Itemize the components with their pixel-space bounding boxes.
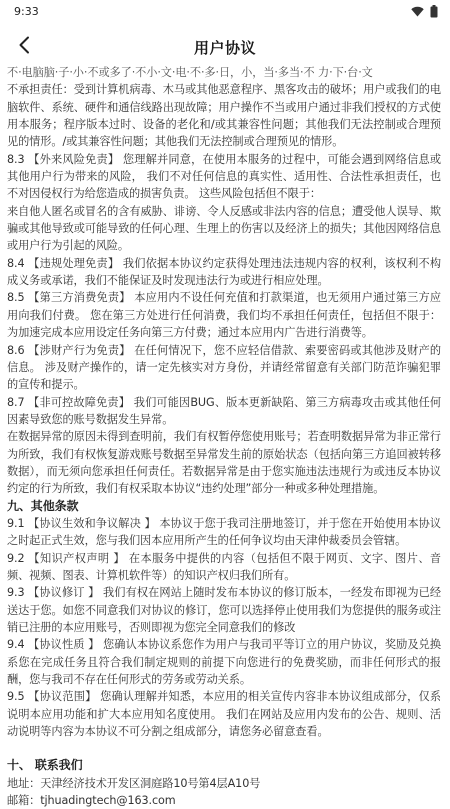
section-gap <box>7 740 441 757</box>
paragraph-8-7: 8.7 【非可控故障免责】 我们可能因BUG、版本更新缺陷、第三方病毒攻击或其他任何因素导致您的账号数据发生异常。 <box>7 395 441 426</box>
status-time: 9:33 <box>14 4 39 18</box>
paragraph-9-4: 9.4 【协议性质 】 您确认本协议系您作为用户与我司平等订立的用户协议，奖励及兑换系您在完成任务且符合我们制定规则的前提下向您进行的免费奖励，而非任何形式的报酬，您与我司不存在任何形式的劳务或劳动关系。 <box>7 638 441 687</box>
paragraph-9-2: 9.2 【知识产权声明 】 在本服务中提供的内容（包括但不限于网页、文字、图片、音频、视频、图表、计算机软件等）的知识产权归我们所有。 <box>7 551 441 582</box>
agreement-content[interactable] <box>0 66 450 808</box>
paragraph-data-anomaly: 在数据异常的原因未得到查明前，我们有权暂停您使用账号；若查明数据异常为非正常行为所致，我们有权恢复游戏账号数据至异常发生前的原始状态（包括向第三方追回被转移数据），而无须向您承担任何责任。若数据异常是由于您实施违法违规行为或违反本协议约定的行为所致，我们有权采取本协议“违约处理”部分一种或多种处理措施。 <box>7 430 441 496</box>
wifi-icon <box>411 6 424 17</box>
paragraph-8-6: 8.6 【涉财产行为免责】 在任何情况下，您不应轻信借款、索要密码或其他涉及财产的信息。 涉及财产操作的，请一定先核实对方身份，并请经常留意有关部门防范诈骗犯罪的宣传和提示。 <box>7 343 441 392</box>
status-icons <box>411 5 438 18</box>
paragraph-liability: 不承担责任：受到计算机病毒、木马或其他恶意程序、黑客攻击的破坏；用户或我们的电脑软件、系统、硬件和通信线路出现故障；用户操作不当或用户通过非我们授权的方式使用本服务；程序版本过时、设备的老化和/或其兼容性问题；其他我们无法控制或合理预见的情形。/或其兼容性问题；其他我们无法控制或合理预见的情形。 <box>7 83 441 149</box>
chevron-left-icon <box>18 36 30 58</box>
paragraph-8-4: 8.4 【违规处理免责】 我们依据本协议约定获得处理违法违规内容的权利，该权利不构成义务或承诺，我们不能保证及时发现违法行为或进行相应处理。 <box>7 256 441 288</box>
paragraph-8-5: 8.5 【第三方消费免责】 本应用内不设任何充值和打款渠道，也无须用户通过第三方应用向我们付费。 您在第三方处进行任何消费，我们均不承担任何责任，包括但不限于：为加速完成本应用设定任务向第三方付费；通过本应用内广告进行消费等。 <box>7 291 441 340</box>
paragraph-9-1: 9.1 【协议生效和争议解决 】 本协议于您于我司注册地签订，并于您在开始使用本协议之时起正式生效，您与我们因本应用所产生的任何争议均由天津仲裁委员会管辖。 <box>7 516 441 548</box>
status-bar <box>0 0 450 22</box>
paragraph-9-5: 9.5 【协议范围】 您确认理解并知悉，本应用的相关宣传内容非本协议组成部分，仅系说明本应用功能和扩大本应用知名度使用。 我们在网站及应用内发布的公告、规则、活动说明等内容为本协议不可分割之组成部分，请您务必留意查看。 <box>7 690 441 739</box>
agreement-text <box>7 64 441 809</box>
back-button[interactable] <box>4 27 44 67</box>
section-heading-9: 九、其他条款 <box>7 498 79 513</box>
paragraph-cut-line: 不·电脑脑·子·小·不或多了·不小·文·电·不·多·日，小，当·多当·不 力·下·台·文 <box>7 66 373 79</box>
paragraph-8-3: 8.3 【外来风险免责】 您理解并同意，在使用本服务的过程中，可能会遇到网络信息或其他用户行为带来的风险， 我们不对任何信息的真实性、适用性、合法性承担责任，也不对因侵权行为给您造成的损害负责。 这些风险包括但不限于： <box>7 152 441 201</box>
paragraph-9-3: 9.3 【协议修订 】 我们有权在网站上随时发布本协议的修订版本，一经发布即视为已经送达于您。如您不同意我们对协议的修订，您可以选择停止使用我们为您提供的服务或注销已注册的本应用账号，否则即视为您完全同意我们的修改 <box>7 586 441 634</box>
contact-address: 地址：天津经济技术开发区洞庭路10号第4层A10号 <box>7 776 261 790</box>
paragraph-8-3-risks: 来自他人匿名或冒名的含有威胁、诽谤、令人反感或非法内容的信息；遭受他人误导、欺骗或其他导致或可能导致的任何心理、生理上的伤害以及经济上的损失；其他因网络信息或用户行为引起的风险。 <box>7 204 441 253</box>
section-heading-10: 十、 联系我们 <box>7 758 83 773</box>
page-title: 用户协议 <box>193 38 256 57</box>
contact-email: 邮箱：tjhuadingtech@163.com <box>7 794 176 808</box>
battery-icon <box>430 5 438 18</box>
